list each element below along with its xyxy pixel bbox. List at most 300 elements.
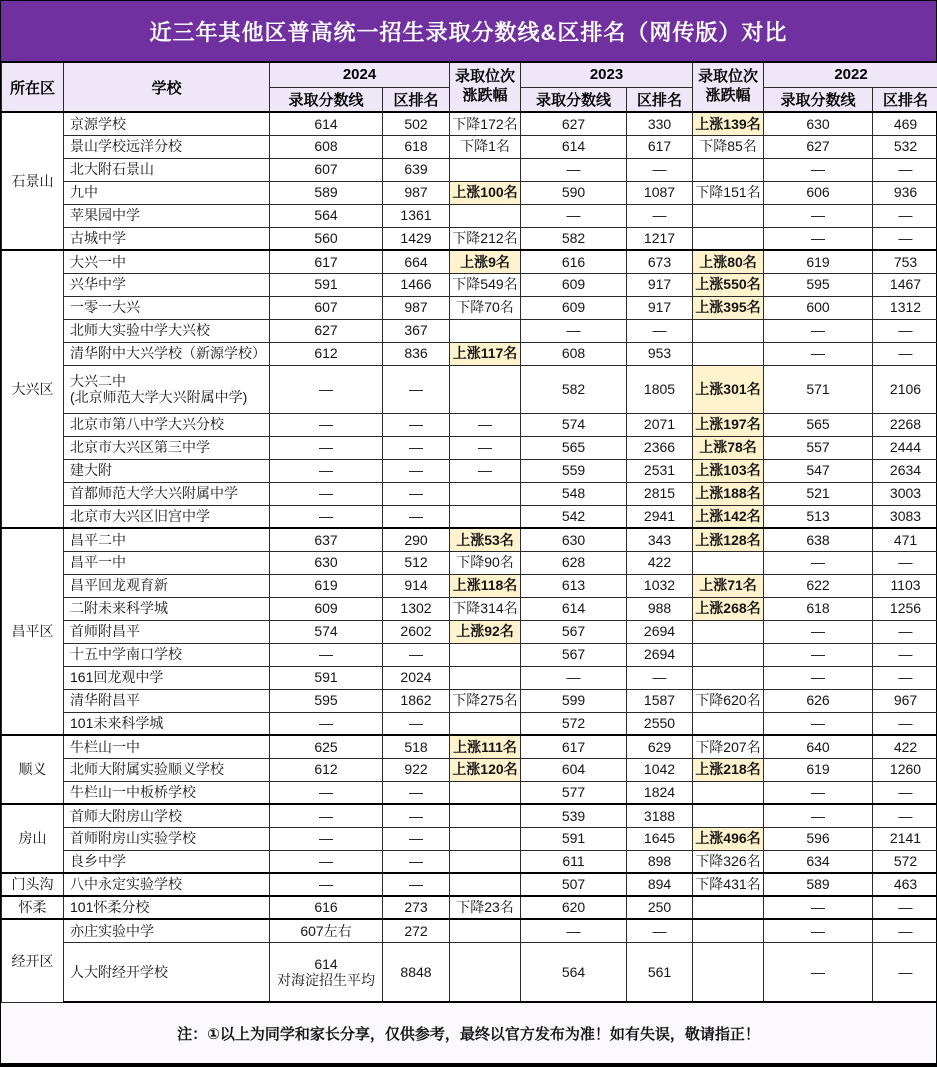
rank-cell: 2024 [383,666,450,689]
score-cell: — [764,158,873,181]
score-cell: 589 [270,181,383,204]
header-change-2023 [693,62,764,112]
district-cell: 石景山 [2,112,64,250]
score-cell: — [270,413,383,436]
score-cell: 612 [270,342,383,365]
header-score-2022: 录取分数线 [764,87,873,112]
rank-cell: — [873,551,937,574]
change-cell [693,204,764,227]
score-cell: 630 [764,112,873,135]
score-cell: 565 [764,413,873,436]
district-cell: 昌平区 [2,528,64,735]
district-cell: 经开区 [2,919,64,1002]
rank-cell: 3188 [627,804,693,827]
rank-cell: 1302 [383,597,450,620]
score-cell: 618 [764,597,873,620]
table-row [2,850,937,873]
school-cell: 一零一大兴 [64,296,270,319]
score-cell: 572 [521,712,627,735]
change-cell [450,319,521,342]
change-cell: 下降314名 [450,597,521,620]
score-cell: 596 [764,827,873,850]
change-cell [693,227,764,250]
change-cell: — [450,436,521,459]
table-row [2,620,937,643]
rank-cell: 2815 [627,482,693,505]
score-cell: 630 [270,551,383,574]
rank-cell: — [383,804,450,827]
score-cell: 582 [521,227,627,250]
rank-cell: — [383,436,450,459]
rank-cell: — [873,942,937,1002]
score-cell: 614 对海淀招生平均 [270,942,383,1002]
rank-cell: 1587 [627,689,693,712]
school-cell: 大兴二中 (北京师范大学大兴附属中学) [64,365,270,413]
table-row [2,942,937,1002]
school-cell: 昌平二中 [64,528,270,551]
score-cell: — [764,666,873,689]
rank-cell: 1466 [383,273,450,296]
rank-cell: 1824 [627,781,693,804]
rank-cell: — [627,319,693,342]
change-cell: 上涨100名 [450,181,521,204]
change-cell: 上涨9名 [450,250,521,273]
score-cell: — [764,942,873,1002]
change-cell [693,342,764,365]
score-cell: 607 [270,158,383,181]
rank-cell: 1087 [627,181,693,204]
score-cell: 628 [521,551,627,574]
rank-cell: 2071 [627,413,693,436]
rank-cell: 2694 [627,643,693,666]
score-cell: 637 [270,528,383,551]
change-cell [450,712,521,735]
change-cell: 上涨496名 [693,827,764,850]
rank-cell: — [873,158,937,181]
school-cell: 兴华中学 [64,273,270,296]
score-cell: — [270,804,383,827]
change-cell: 下降85名 [693,135,764,158]
rank-cell: 987 [383,181,450,204]
rank-cell: 2106 [873,365,937,413]
change-cell: 上涨78名 [693,436,764,459]
table-row [2,712,937,735]
change-cell [450,365,521,413]
rank-cell: 1312 [873,296,937,319]
rank-cell: — [383,712,450,735]
score-cell: — [270,436,383,459]
rank-cell: — [383,413,450,436]
rank-cell: 1260 [873,758,937,781]
rank-cell: 1467 [873,273,937,296]
score-cell: 613 [521,574,627,597]
change-cell [693,666,764,689]
rank-cell: 3083 [873,505,937,528]
rank-cell: — [873,319,937,342]
table-row [2,273,937,296]
rank-cell: 422 [627,551,693,574]
school-cell: 大兴一中 [64,250,270,273]
rank-cell: — [873,712,937,735]
score-cell: 612 [270,758,383,781]
school-cell: 景山学校远洋分校 [64,135,270,158]
score-cell: 614 [521,597,627,620]
change-cell: 上涨395名 [693,296,764,319]
score-cell: 590 [521,181,627,204]
table-row [2,689,937,712]
rank-cell: 250 [627,896,693,919]
score-cell: 627 [764,135,873,158]
school-cell: 建大附 [64,459,270,482]
change-cell: 下降172名 [450,112,521,135]
table-row [2,666,937,689]
table-row [2,482,937,505]
table-row [2,436,937,459]
rank-cell: 561 [627,942,693,1002]
score-cell: 591 [521,827,627,850]
score-cell: 599 [521,689,627,712]
change-cell [450,158,521,181]
table-row [2,574,937,597]
score-cell: 560 [270,227,383,250]
score-cell: 634 [764,850,873,873]
rank-cell: — [627,158,693,181]
school-cell: 161回龙观中学 [64,666,270,689]
rank-cell: — [873,781,937,804]
rank-cell: 894 [627,873,693,896]
rank-cell: — [383,505,450,528]
change-cell: 下降620名 [693,689,764,712]
score-cell: — [764,342,873,365]
change-cell: 上涨111名 [450,735,521,758]
score-cell: — [270,459,383,482]
score-cell: 513 [764,505,873,528]
score-cell: — [270,365,383,413]
rank-cell: 936 [873,181,937,204]
rank-cell: — [383,643,450,666]
change-cell [450,827,521,850]
score-cell: — [270,505,383,528]
score-cell: 548 [521,482,627,505]
district-cell: 怀柔 [2,896,64,919]
change-cell [450,505,521,528]
school-cell: 九中 [64,181,270,204]
change-cell: 上涨120名 [450,758,521,781]
table-row [2,459,937,482]
change-cell [693,319,764,342]
score-cell: — [764,896,873,919]
rank-cell: 2366 [627,436,693,459]
table-row [2,204,937,227]
score-cell: — [270,643,383,666]
score-cell: 574 [270,620,383,643]
school-cell: 北大附石景山 [64,158,270,181]
rank-cell: 914 [383,574,450,597]
table-row [2,919,937,942]
rank-cell: — [873,643,937,666]
change-cell [450,850,521,873]
rank-cell: — [873,342,937,365]
score-cell: 591 [270,666,383,689]
school-cell: 北京市第八中学大兴分校 [64,413,270,436]
change-cell: 上涨139名 [693,112,764,135]
score-cell: 589 [764,873,873,896]
change-cell: 上涨301名 [693,365,764,413]
change-cell: 上涨103名 [693,459,764,482]
change-cell: 下降70名 [450,296,521,319]
score-cell: 606 [764,181,873,204]
header-rank-2024: 区排名 [383,87,450,112]
table-header [2,62,937,112]
rank-cell: — [383,459,450,482]
district-cell: 大兴区 [2,250,64,528]
score-cell: 626 [764,689,873,712]
rank-cell: 2141 [873,827,937,850]
table-row [2,505,937,528]
table-row [2,896,937,919]
change-cell: 上涨80名 [693,250,764,273]
score-cell: 608 [270,135,383,158]
rank-cell: 639 [383,158,450,181]
change-cell: 下降1名 [450,135,521,158]
table-row [2,135,937,158]
table-row [2,551,937,574]
school-cell: 北京市大兴区第三中学 [64,436,270,459]
school-cell: 101怀柔分校 [64,896,270,919]
rank-cell: 572 [873,850,937,873]
rank-cell: — [627,919,693,942]
rank-cell: 2550 [627,712,693,735]
change-cell: 上涨550名 [693,273,764,296]
district-cell: 顺义 [2,735,64,804]
rank-cell: 1032 [627,574,693,597]
rank-cell: 532 [873,135,937,158]
score-cell: 617 [521,735,627,758]
rank-cell: — [873,227,937,250]
rank-cell: 753 [873,250,937,273]
score-cell: 619 [764,758,873,781]
change-cell [693,896,764,919]
score-cell: — [521,319,627,342]
rank-cell: — [383,781,450,804]
score-cell: 608 [521,342,627,365]
rank-cell: 617 [627,135,693,158]
score-cell: 595 [764,273,873,296]
rank-cell: 471 [873,528,937,551]
score-cell: 595 [270,689,383,712]
table-row [2,804,937,827]
change-cell [693,804,764,827]
score-cell: — [764,643,873,666]
score-cell: — [521,204,627,227]
change-cell: 上涨118名 [450,574,521,597]
score-cell: 609 [521,296,627,319]
header-rank-2023: 区排名 [627,87,693,112]
table-row [2,365,937,413]
change-cell: — [450,413,521,436]
change-cell: 下降207名 [693,735,764,758]
change-cell [450,643,521,666]
change-cell [693,712,764,735]
rank-cell: — [627,204,693,227]
table-row [2,597,937,620]
school-cell: 首都师范大学大兴附属中学 [64,482,270,505]
header-rank-2022: 区排名 [873,87,937,112]
table-body [2,112,937,1002]
rank-cell: 898 [627,850,693,873]
score-cell: 539 [521,804,627,827]
rank-cell: 343 [627,528,693,551]
table-row [2,296,937,319]
header-score-2023: 录取分数线 [521,87,627,112]
table-row [2,342,937,365]
rank-cell: 1805 [627,365,693,413]
header-school: 学校 [64,62,270,112]
school-cell: 首师附昌平 [64,620,270,643]
score-cell: 567 [521,620,627,643]
rank-cell: 518 [383,735,450,758]
school-cell: 昌平回龙观育新 [64,574,270,597]
change-cell: — [450,459,521,482]
rank-cell: 1862 [383,689,450,712]
score-cell: — [521,666,627,689]
score-table [1,61,937,1003]
rank-cell: — [873,919,937,942]
table-row [2,181,937,204]
score-cell: 627 [521,112,627,135]
page-title: 近三年其他区普高统一招生录取分数线&区排名（网传版）对比 [149,19,788,45]
table-row [2,873,937,896]
change-cell [693,620,764,643]
school-cell: 北师大附属实验顺义学校 [64,758,270,781]
rank-cell: — [873,804,937,827]
rank-cell: 2444 [873,436,937,459]
change-cell: 下降326名 [693,850,764,873]
change-cell: 下降23名 [450,896,521,919]
rank-cell: 953 [627,342,693,365]
rank-cell: 967 [873,689,937,712]
rank-cell: — [383,873,450,896]
score-cell: 542 [521,505,627,528]
header-change-line2: 涨跌幅 [462,87,508,104]
rank-cell: 2268 [873,413,937,436]
change-cell: 上涨92名 [450,620,521,643]
score-cell: 616 [521,250,627,273]
rank-cell: 836 [383,342,450,365]
rank-cell: 917 [627,273,693,296]
score-cell: 617 [270,250,383,273]
score-cell: 630 [521,528,627,551]
score-cell: — [270,873,383,896]
score-cell: 577 [521,781,627,804]
table-row [2,250,937,273]
rank-cell: 290 [383,528,450,551]
change-cell: 上涨117名 [450,342,521,365]
school-cell: 人大附经开学校 [64,942,270,1002]
school-cell: 十五中学南口学校 [64,643,270,666]
score-cell: 627 [270,319,383,342]
score-cell: 622 [764,574,873,597]
change-cell: 下降275名 [450,689,521,712]
score-cell: — [764,319,873,342]
rank-cell: 1103 [873,574,937,597]
change-cell: 下降90名 [450,551,521,574]
change-cell [450,781,521,804]
score-cell: — [270,850,383,873]
change-cell [450,942,521,1002]
rank-cell: 618 [383,135,450,158]
school-cell: 北师大实验中学大兴校 [64,319,270,342]
change-cell [693,643,764,666]
score-cell: 619 [764,250,873,273]
table-row [2,227,937,250]
rank-cell: — [873,666,937,689]
score-cell: 609 [270,597,383,620]
score-cell: — [764,919,873,942]
score-cell: 521 [764,482,873,505]
score-cell: 638 [764,528,873,551]
score-cell: 574 [521,413,627,436]
change-cell: 下降431名 [693,873,764,896]
rank-cell: 8848 [383,942,450,1002]
score-cell: 619 [270,574,383,597]
score-cell: 564 [521,942,627,1002]
score-cell: 625 [270,735,383,758]
district-cell: 门头沟 [2,873,64,896]
school-cell: 苹果园中学 [64,204,270,227]
score-cell: — [764,781,873,804]
district-cell: 房山 [2,804,64,873]
score-cell: — [764,712,873,735]
header-change-line2: 涨跌幅 [705,87,751,104]
score-cell: 640 [764,735,873,758]
header-score-2024: 录取分数线 [270,87,383,112]
score-cell: 557 [764,436,873,459]
score-cell: — [764,204,873,227]
score-cell: — [764,551,873,574]
footnote: 注：①以上为同学和家长分享，仅供参考，最终以官方发布为准！如有失误，敬请指正！ [1,1003,936,1066]
change-cell [693,942,764,1002]
score-cell: 614 [270,112,383,135]
school-cell: 二附未来科学城 [64,597,270,620]
score-cell: 607左右 [270,919,383,942]
score-cell: 547 [764,459,873,482]
change-cell: 下降212名 [450,227,521,250]
school-cell: 牛栏山一中板桥学校 [64,781,270,804]
rank-cell: 1429 [383,227,450,250]
change-cell [450,873,521,896]
change-cell: 上涨197名 [693,413,764,436]
header-district: 所在区 [2,62,64,112]
score-cell: 565 [521,436,627,459]
score-cell: — [764,804,873,827]
rank-cell: 2941 [627,505,693,528]
rank-cell: 273 [383,896,450,919]
header-change-line1: 录取位次 [454,68,515,86]
table-row [2,319,937,342]
rank-cell: 673 [627,250,693,273]
change-cell: 上涨71名 [693,574,764,597]
rank-cell: 2531 [627,459,693,482]
rank-cell: 917 [627,296,693,319]
score-cell: 616 [270,896,383,919]
score-cell: 567 [521,643,627,666]
table-row [2,643,937,666]
school-cell: 北京市大兴区旧宫中学 [64,505,270,528]
change-cell: 上涨268名 [693,597,764,620]
school-cell: 清华附昌平 [64,689,270,712]
score-cell: — [270,781,383,804]
